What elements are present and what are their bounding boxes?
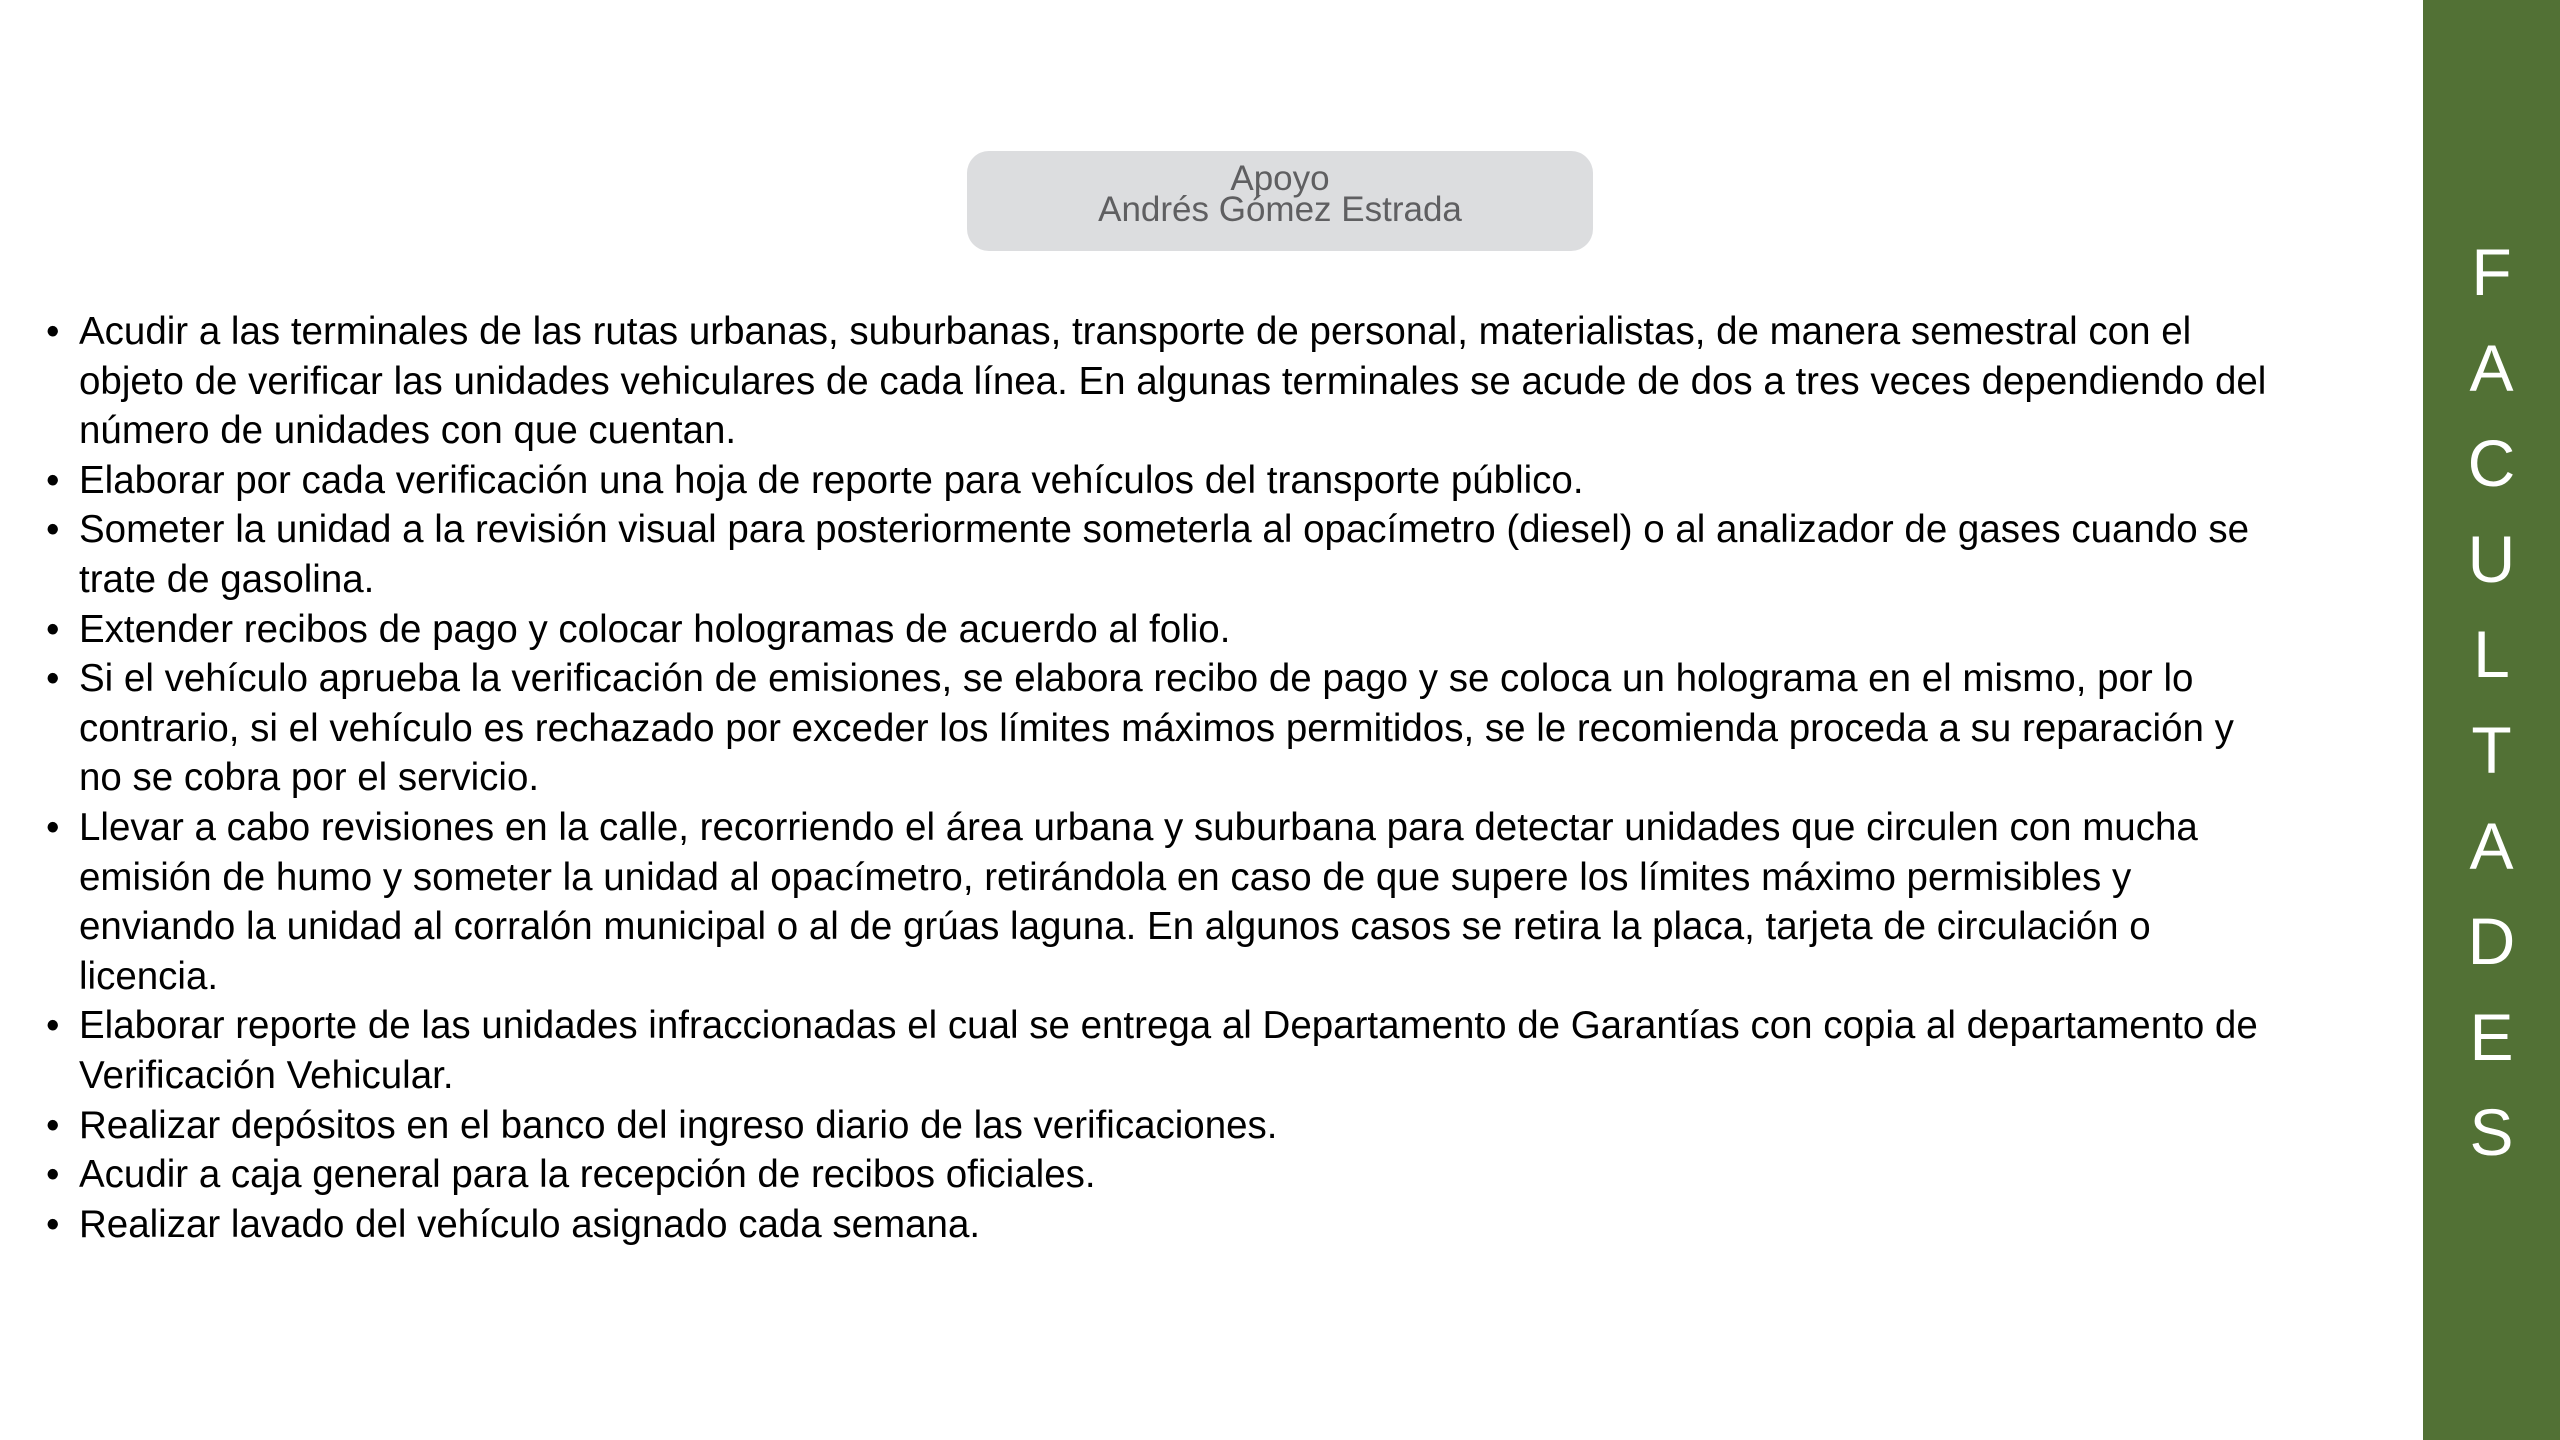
list-item-text: Realizar lavado del vehículo asignado cada semana. xyxy=(79,1202,981,1246)
list-item-text: Elaborar reporte de las unidades infraccionadas el cual se entrega al Departamento de Garantías con copia al departamento de Verificación Vehicular. xyxy=(79,1004,2258,1097)
sidebar-letter: U xyxy=(2467,521,2516,596)
sidebar-letter: T xyxy=(2471,712,2512,787)
duties-list xyxy=(46,307,2276,1249)
list-item xyxy=(46,1001,2276,1100)
list-item xyxy=(46,1200,2276,1250)
list-item xyxy=(46,654,2276,803)
bullet-icon: • xyxy=(46,508,60,552)
list-item-text: Realizar depósitos en el banco del ingreso diario de las verificaciones. xyxy=(79,1103,1278,1147)
list-item-text: Acudir a caja general para la recepción de recibos oficiales. xyxy=(79,1153,1096,1197)
list-item-text: Extender recibos de pago y colocar hologramas de acuerdo al folio. xyxy=(79,607,1231,651)
bullet-icon: • xyxy=(46,607,60,651)
sidebar-letter: E xyxy=(2469,999,2514,1074)
sidebar-letter: C xyxy=(2467,426,2516,501)
header-box xyxy=(967,151,1593,251)
bullet-icon: • xyxy=(46,1103,60,1147)
sidebar-vertical-title xyxy=(2423,225,2560,1181)
header-name: Andrés Gómez Estrada xyxy=(1098,190,1462,229)
list-item xyxy=(46,505,2276,604)
list-item-text: Llevar a cabo revisiones en la calle, recorriendo el área urbana y suburbana para detectar unidades que circulen con mucha emisión de humo y someter la unidad al opacímetro, retirándola en caso de que supere los límites máximo permisibles y enviando la unidad al corralón municipal o al de grúas laguna. En algunos casos se retira la placa, tarjeta de circulación o licencia. xyxy=(79,805,2198,998)
list-item-text: Elaborar por cada verificación una hoja de reporte para vehículos del transporte público. xyxy=(79,458,1584,502)
bullet-icon: • xyxy=(46,310,60,353)
bullet-icon: • xyxy=(46,1004,60,1048)
list-item xyxy=(46,1101,2276,1151)
bullet-icon: • xyxy=(46,805,60,849)
header-role: Apoyo xyxy=(1230,159,1330,198)
facultades-sidebar xyxy=(2423,0,2560,1440)
list-item xyxy=(46,803,2276,1001)
sidebar-letter: L xyxy=(2473,617,2510,692)
sidebar-letter: A xyxy=(2469,808,2514,883)
bullet-icon: • xyxy=(46,1153,60,1197)
bullet-icon: • xyxy=(46,1202,60,1246)
sidebar-letter: S xyxy=(2469,1095,2514,1170)
list-item xyxy=(46,605,2276,655)
sidebar-letter: A xyxy=(2469,330,2514,405)
list-item-text: Si el vehículo aprueba la verificación de emisiones, se elabora recibo de pago y se coloca un holograma en el mismo, por lo contrario, si el vehículo es rechazado por exceder los límites máximos permitidos, se le recomienda proceda a su reparación y no se cobra por el servicio. xyxy=(79,657,2234,800)
list-item xyxy=(46,307,2276,456)
list-item-text: Someter la unidad a la revisión visual para posteriormente someterla al opacímetro (diesel) o al analizador de gases cuando se trate de gasolina. xyxy=(79,508,2250,601)
list-item xyxy=(46,1150,2276,1200)
list-item-text: Acudir a las terminales de las rutas urbanas, suburbanas, transporte de personal, materialistas, de manera semestral con el objeto de verificar las unidades vehiculares de cada línea. En algunas terminales se acude de dos a tres veces dependiendo del número de unidades con que cuentan. xyxy=(79,310,2267,453)
sidebar-letter: D xyxy=(2467,904,2516,979)
list-item xyxy=(46,456,2276,506)
sidebar-letter: F xyxy=(2471,235,2512,309)
bullet-icon: • xyxy=(46,458,60,502)
bullet-icon: • xyxy=(46,657,60,701)
